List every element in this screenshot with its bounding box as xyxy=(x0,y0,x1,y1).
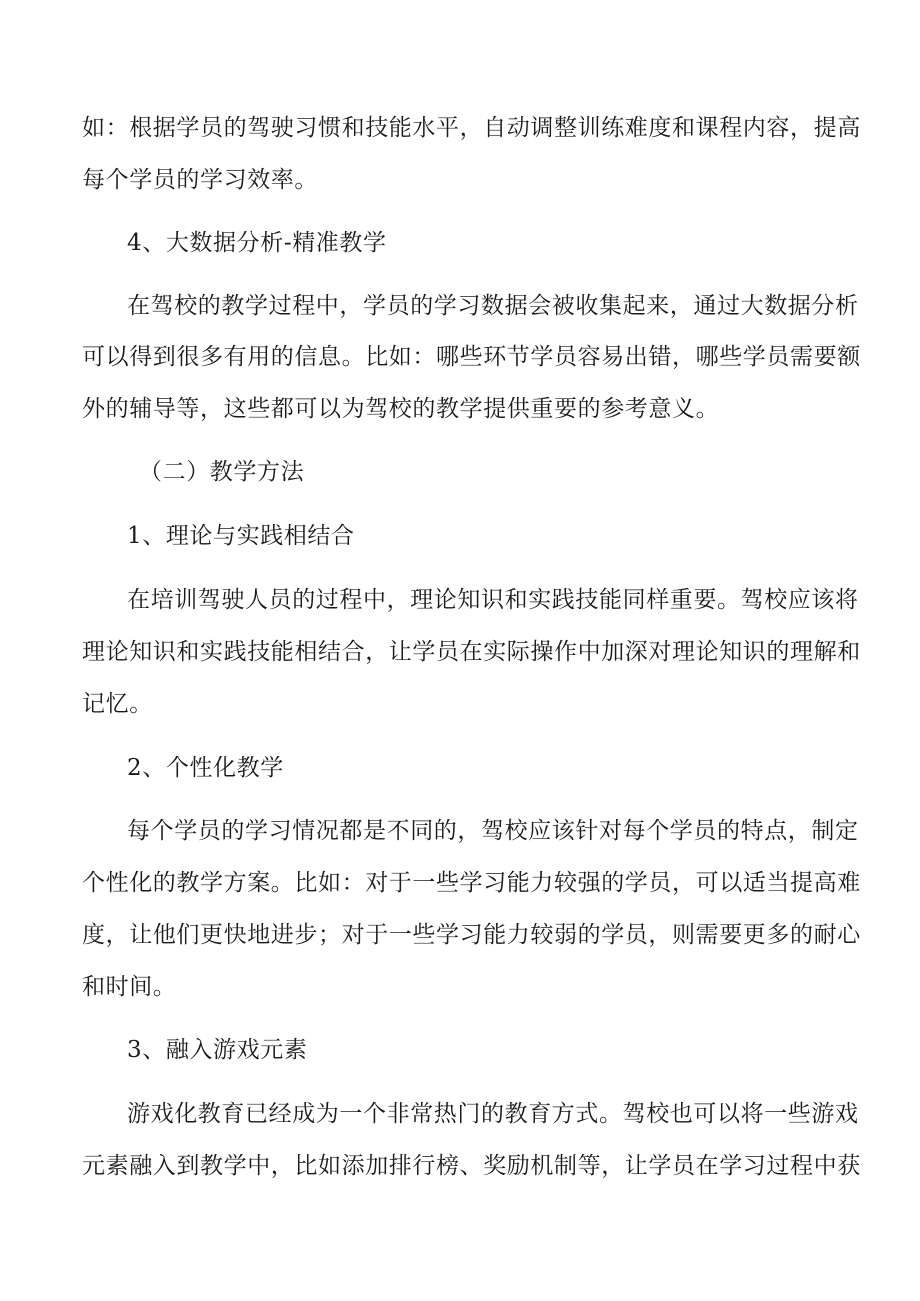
body-text-line: 度，让他们更快地进步；对于一些学习能力较弱的学员，则需要更多的耐心 xyxy=(82,922,861,948)
body-text-line: 在驾校的教学过程中，学员的学习数据会被收集起来，通过大数据分析 xyxy=(127,293,859,319)
section-heading: 2、个性化教学 xyxy=(127,755,284,781)
body-text-line: 元素融入到教学中，比如添加排行榜、奖励机制等，让学员在学习过程中获 xyxy=(82,1153,861,1179)
section-heading: 4、大数据分析-精准教学 xyxy=(127,230,387,256)
body-text-line: 个性化的教学方案。比如：对于一些学习能力较强的学员，可以适当提高难 xyxy=(82,870,861,896)
section-heading: 1、理论与实践相结合 xyxy=(127,523,355,549)
body-text-line: 外的辅导等，这些都可以为驾校的教学提供重要的参考意义。 xyxy=(82,396,720,422)
body-text-line: 如：根据学员的驾驶习惯和技能水平，自动调整训练难度和课程内容，提高 xyxy=(82,115,861,141)
section-heading: （二）教学方法 xyxy=(139,459,305,485)
body-text-line: 可以得到很多有用的信息。比如：哪些环节学员容易出错，哪些学员需要额 xyxy=(82,344,861,370)
body-text-line: 每个学员的学习效率。 xyxy=(82,167,318,193)
body-text-line: 和时间。 xyxy=(82,974,177,1000)
section-heading: 3、融入游戏元素 xyxy=(127,1037,308,1063)
body-text-line: 每个学员的学习情况都是不同的，驾校应该针对每个学员的特点，制定 xyxy=(127,818,859,844)
body-text-line: 在培训驾驶人员的过程中，理论知识和实践技能同样重要。驾校应该将 xyxy=(127,587,859,613)
body-text-line: 游戏化教育已经成为一个非常热门的教育方式。驾校也可以将一些游戏 xyxy=(127,1101,859,1127)
body-text-line: 记忆。 xyxy=(82,691,153,717)
body-text-line: 理论知识和实践技能相结合，让学员在实际操作中加深对理论知识的理解和 xyxy=(82,639,861,665)
